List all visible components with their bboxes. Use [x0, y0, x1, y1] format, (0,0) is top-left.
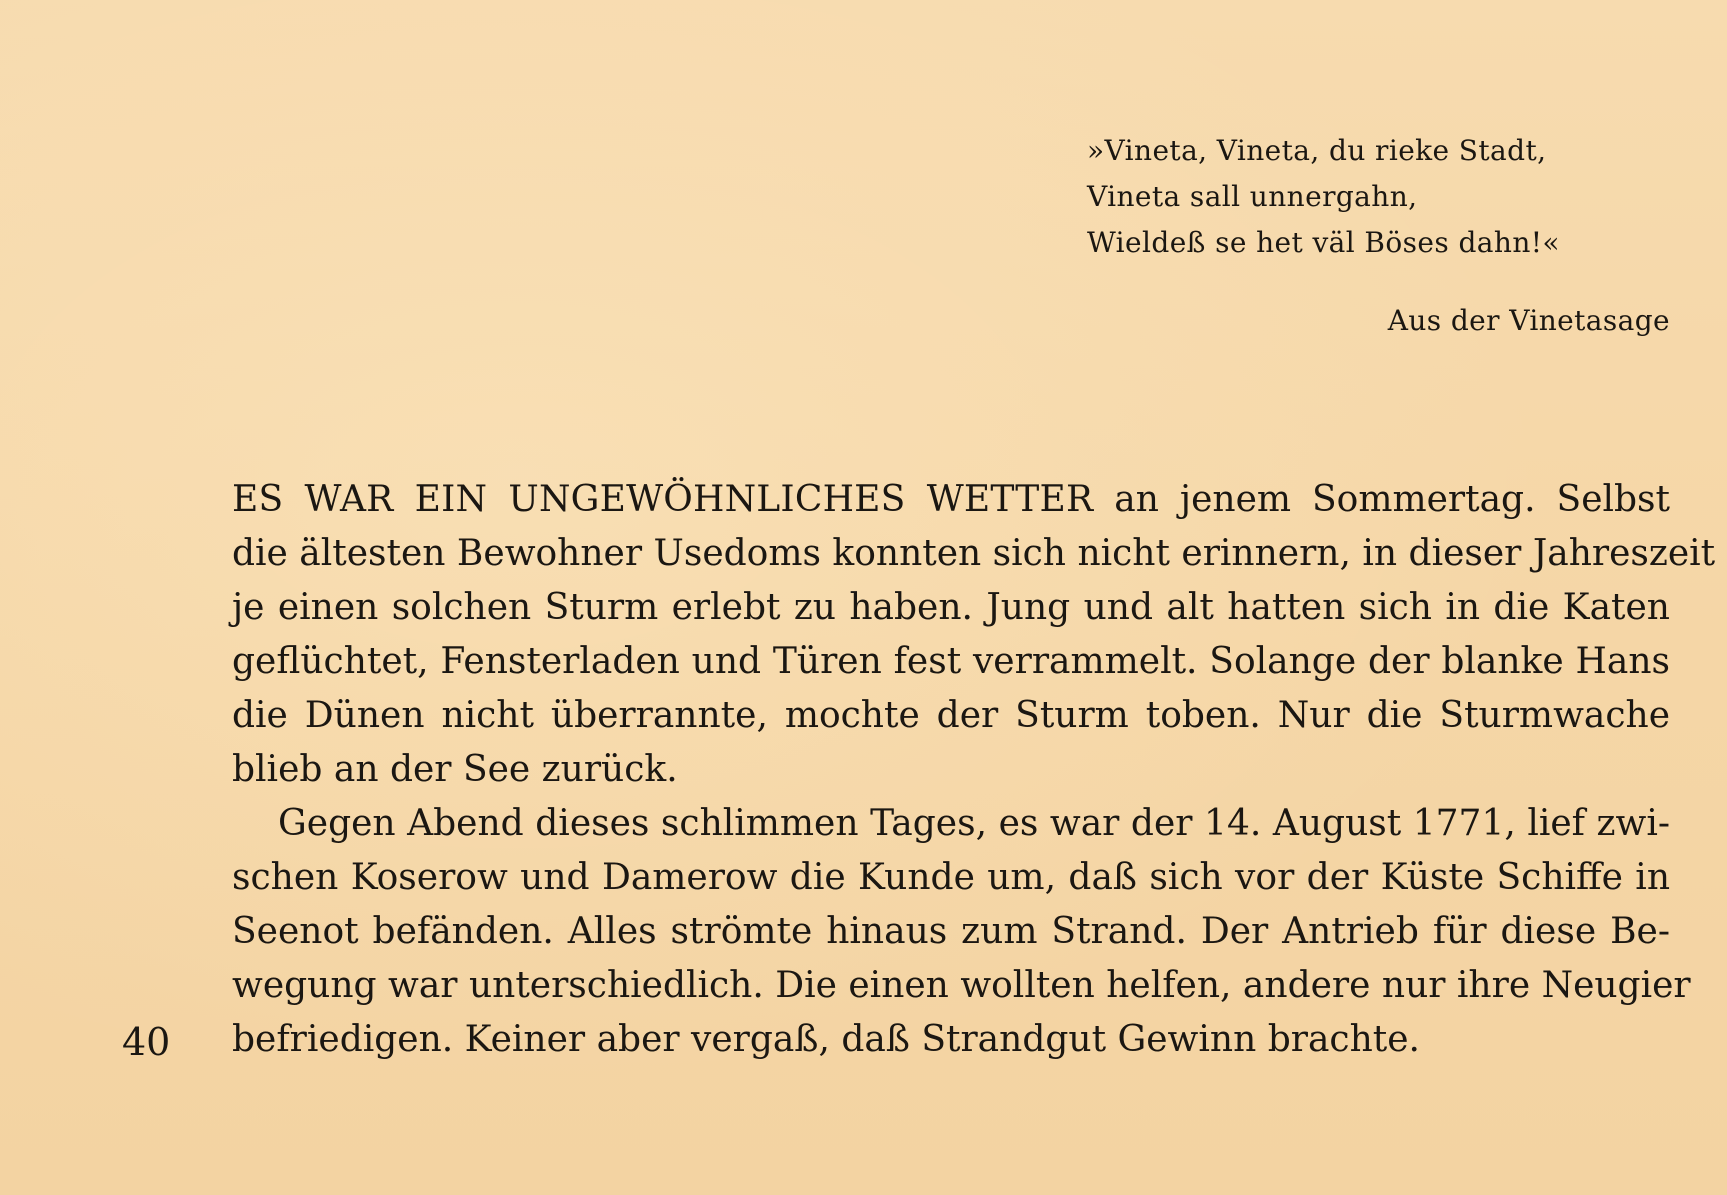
paragraph-1 [232, 473, 1716, 797]
text-line: schen Koserow und Damerow die Kunde um, daß sich vor der Küste Schiffe in [232, 857, 1670, 898]
text-line: Gegen Abend dieses schlimmen Tages, es war der 14. August 1771, lief zwi- [278, 803, 1670, 844]
text-line: je einen solchen Sturm erlebt zu haben. Jung und alt hatten sich in die Katen [232, 587, 1670, 628]
page-number: 40 [122, 1020, 171, 1064]
text-line: Seenot befänden. Alles strömte hinaus zum Strand. Der Antrieb für diese Be- [232, 911, 1670, 952]
epigraph-line: Vineta sall unnergahn, [1087, 180, 1418, 213]
text-line: die ältesten Bewohner Usedoms konnten sich nicht erinnern, in dieser Jahreszeit [232, 533, 1716, 574]
body-text [232, 473, 1716, 1067]
lead-caps: ES WAR EIN UNGEWÖHNLICHES WETTER [232, 479, 1094, 520]
lead-continuation: an jenem Sommertag. Selbst [1093, 479, 1670, 520]
text-line [232, 473, 1670, 527]
epigraph-source: Aus der Vinetasage [1387, 304, 1670, 337]
paragraph-2 [232, 797, 1691, 1067]
text-line: blieb an der See zurück. [232, 749, 678, 790]
epigraph-line: Wieldeß se het väl Böses dahn!« [1087, 226, 1560, 259]
text-line: die Dünen nicht überrannte, mochte der Sturm toben. Nur die Sturmwache [232, 695, 1670, 736]
text-line: wegung war unterschiedlich. Die einen wollten helfen, andere nur ihre Neugier [232, 965, 1691, 1006]
epigraph [1087, 128, 1647, 266]
text-line: befriedigen. Keiner aber vergaß, daß Strandgut Gewinn brachte. [232, 1019, 1420, 1060]
text-line: geflüchtet, Fensterladen und Türen fest verrammelt. Solange der blanke Hans [232, 641, 1670, 682]
epigraph-line: »Vineta, Vineta, du rieke Stadt, [1087, 134, 1547, 167]
